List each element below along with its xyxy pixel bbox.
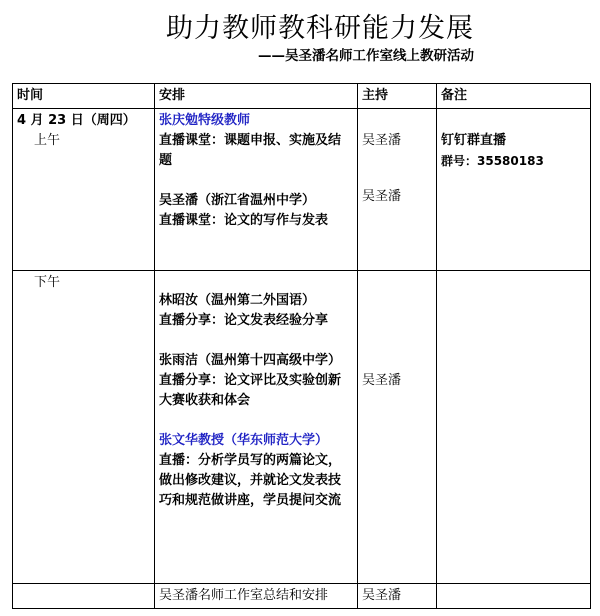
note-dingtalk: 钉钉群直播: [441, 133, 507, 148]
header-arrange: 安排: [155, 84, 358, 109]
morning-speaker-1: 张庆勉特级教师: [159, 113, 251, 128]
schedule-table: [12, 83, 591, 609]
afternoon-note-cell: [437, 271, 591, 584]
morning-time-cell: [13, 109, 155, 271]
morning-host-2: 吴圣潘: [362, 189, 402, 204]
morning-session-2: 直播课堂：论文的写作与发表: [159, 213, 329, 228]
morning-period: 上午: [34, 133, 61, 148]
afternoon-row: [13, 271, 591, 584]
afternoon-speaker-1: 林昭汝（温州第二外国语）: [159, 293, 316, 308]
morning-note-cell: [437, 109, 591, 271]
morning-date: 4 月 23 日（周四）: [17, 113, 136, 128]
afternoon-host-cell: [358, 271, 437, 584]
morning-arrange-cell: [155, 109, 358, 271]
morning-host-1: 吴圣潘: [362, 133, 402, 148]
afternoon-speaker-2: 张雨洁（温州第十四高级中学）: [159, 353, 342, 368]
morning-session-1: 直播课堂：课题申报、实施及结题: [159, 133, 342, 168]
closing-host: 吴圣潘: [358, 584, 437, 609]
note-group-number: 群号：35580183: [441, 154, 544, 168]
afternoon-speaker-3: 张文华教授（华东师范大学）: [159, 433, 329, 448]
header-host: 主持: [358, 84, 437, 109]
afternoon-session-1: 直播分享：论文发表经验分享: [159, 313, 329, 328]
afternoon-period: 下午: [34, 275, 61, 290]
afternoon-session-3: 直播：分析学员写的两篇论文，做出修改建议，并就论文发表技巧和规范做讲座，学员提问交流: [159, 453, 342, 508]
closing-note-cell: [437, 584, 591, 609]
morning-host-cell: [358, 109, 437, 271]
afternoon-time-cell: [13, 271, 155, 584]
closing-time-cell: [13, 584, 155, 609]
closing-arrange: 吴圣潘名师工作室总结和安排: [155, 584, 358, 609]
page-subtitle: ——吴圣潘名师工作室线上教研活动: [258, 48, 474, 64]
header-time: 时间: [13, 84, 155, 109]
header-note: 备注: [437, 84, 591, 109]
table-header-row: [13, 84, 591, 109]
morning-speaker-2: 吴圣潘（浙江省温州中学）: [159, 193, 316, 208]
morning-row: [13, 109, 591, 271]
closing-row: [13, 584, 591, 609]
page-title: 助力教师教科研能力发展: [166, 13, 474, 44]
afternoon-host: 吴圣潘: [362, 373, 402, 388]
afternoon-arrange-cell: [155, 271, 358, 584]
afternoon-session-2: 直播分享：论文评比及实验创新大赛收获和体会: [159, 373, 342, 408]
